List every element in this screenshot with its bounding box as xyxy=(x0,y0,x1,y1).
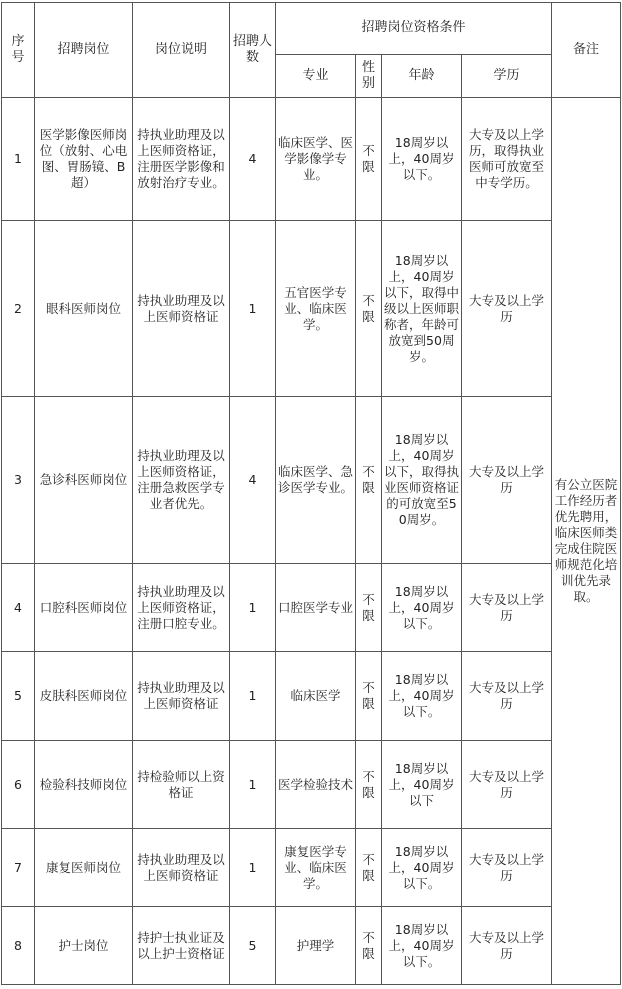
cell-count: 1 xyxy=(230,652,276,741)
cell-education: 大专及以上学历 xyxy=(462,564,552,652)
cell-education: 大专及以上学历，取得执业医师可放宽至中专学历。 xyxy=(462,98,552,221)
cell-age: 18周岁以上，40周岁以下。 xyxy=(382,98,462,221)
cell-seq: 5 xyxy=(2,652,35,741)
cell-seq: 7 xyxy=(2,829,35,907)
cell-education: 大专及以上学历 xyxy=(462,652,552,741)
table-row xyxy=(2,829,621,907)
header-education: 学历 xyxy=(462,54,552,97)
cell-gender: 不限 xyxy=(356,652,382,741)
cell-description: 持执业助理及以上医师资格证 xyxy=(133,652,230,741)
cell-gender: 不限 xyxy=(356,564,382,652)
cell-count: 4 xyxy=(230,98,276,221)
table-row xyxy=(2,741,621,829)
cell-seq: 6 xyxy=(2,741,35,829)
cell-age: 18周岁以上，40周岁以下，取得中级以上医师职称者，年龄可放宽到50周岁。 xyxy=(382,221,462,397)
header-count: 招聘人数 xyxy=(230,3,276,98)
header-description: 岗位说明 xyxy=(133,3,230,98)
header-remarks: 备注 xyxy=(552,3,621,98)
cell-age: 18周岁以上，40周岁以下。 xyxy=(382,564,462,652)
cell-count: 1 xyxy=(230,221,276,397)
table-row xyxy=(2,221,621,397)
header-seq: 序 号 xyxy=(2,3,35,98)
cell-major: 临床医学、医学影像学专业。 xyxy=(276,98,356,221)
cell-gender: 不限 xyxy=(356,829,382,907)
cell-major: 康复医学专业、临床医学。 xyxy=(276,829,356,907)
cell-description: 持执业助理及以上医师资格证 xyxy=(133,221,230,397)
table-row xyxy=(2,98,621,221)
cell-education: 大专及以上学历 xyxy=(462,829,552,907)
table-row xyxy=(2,652,621,741)
cell-age: 18周岁以上，40周岁以下。 xyxy=(382,829,462,907)
cell-gender: 不限 xyxy=(356,907,382,985)
cell-position: 护士岗位 xyxy=(35,907,133,985)
cell-major: 护理学 xyxy=(276,907,356,985)
header-gender: 性别 xyxy=(356,54,382,97)
cell-major: 临床医学 xyxy=(276,652,356,741)
cell-description: 持执业助理及以上医师资格证，注册医学影像和放射治疗专业。 xyxy=(133,98,230,221)
cell-education: 大专及以上学历 xyxy=(462,907,552,985)
table-row xyxy=(2,907,621,985)
cell-description: 持执业助理及以上医师资格证 xyxy=(133,829,230,907)
table-row xyxy=(2,564,621,652)
cell-count: 1 xyxy=(230,829,276,907)
cell-major: 口腔医学专业 xyxy=(276,564,356,652)
cell-position: 检验科技师岗位 xyxy=(35,741,133,829)
cell-seq: 8 xyxy=(2,907,35,985)
cell-description: 持护士执业证及以上护士资格证 xyxy=(133,907,230,985)
cell-description: 持执业助理及以上医师资格证，注册急救医学专业者优先。 xyxy=(133,397,230,564)
cell-gender: 不限 xyxy=(356,741,382,829)
table-row xyxy=(2,397,621,564)
cell-age: 18周岁以上，40周岁以下。 xyxy=(382,652,462,741)
cell-seq: 2 xyxy=(2,221,35,397)
cell-position: 急诊科医师岗位 xyxy=(35,397,133,564)
cell-description: 持执业助理及以上医师资格证，注册口腔专业。 xyxy=(133,564,230,652)
header-age: 年龄 xyxy=(382,54,462,97)
cell-education: 大专及以上学历 xyxy=(462,741,552,829)
cell-seq: 3 xyxy=(2,397,35,564)
recruitment-table xyxy=(1,2,621,985)
cell-major: 临床医学、急诊医学专业。 xyxy=(276,397,356,564)
cell-major: 五官医学专业、临床医学。 xyxy=(276,221,356,397)
cell-count: 4 xyxy=(230,397,276,564)
cell-gender: 不限 xyxy=(356,98,382,221)
header-row xyxy=(2,3,621,55)
cell-count: 5 xyxy=(230,907,276,985)
cell-remarks: 有公立医院工作经历者优先聘用，临床医师类完成住院医师规范化培训优先录取。 xyxy=(552,98,621,985)
cell-seq: 4 xyxy=(2,564,35,652)
cell-count: 1 xyxy=(230,564,276,652)
header-major: 专业 xyxy=(276,54,356,97)
cell-position: 康复医师岗位 xyxy=(35,829,133,907)
cell-age: 18周岁以上，40周岁以下，取得执业医师资格证的可放宽至50周岁。 xyxy=(382,397,462,564)
header-qualifications: 招聘岗位资格条件 xyxy=(276,3,552,55)
cell-gender: 不限 xyxy=(356,397,382,564)
cell-position: 皮肤科医师岗位 xyxy=(35,652,133,741)
cell-education: 大专及以上学历 xyxy=(462,221,552,397)
cell-education: 大专及以上学历 xyxy=(462,397,552,564)
cell-age: 18周岁以上，40周岁以下。 xyxy=(382,907,462,985)
cell-description: 持检验师以上资格证 xyxy=(133,741,230,829)
cell-count: 1 xyxy=(230,741,276,829)
cell-age: 18周岁以上，40周岁以下 xyxy=(382,741,462,829)
cell-position: 医学影像医师岗位（放射、心电图、胃肠镜、B超） xyxy=(35,98,133,221)
header-position: 招聘岗位 xyxy=(35,3,133,98)
cell-major: 医学检验技术 xyxy=(276,741,356,829)
cell-seq: 1 xyxy=(2,98,35,221)
cell-position: 眼科医师岗位 xyxy=(35,221,133,397)
cell-gender: 不限 xyxy=(356,221,382,397)
cell-position: 口腔科医师岗位 xyxy=(35,564,133,652)
